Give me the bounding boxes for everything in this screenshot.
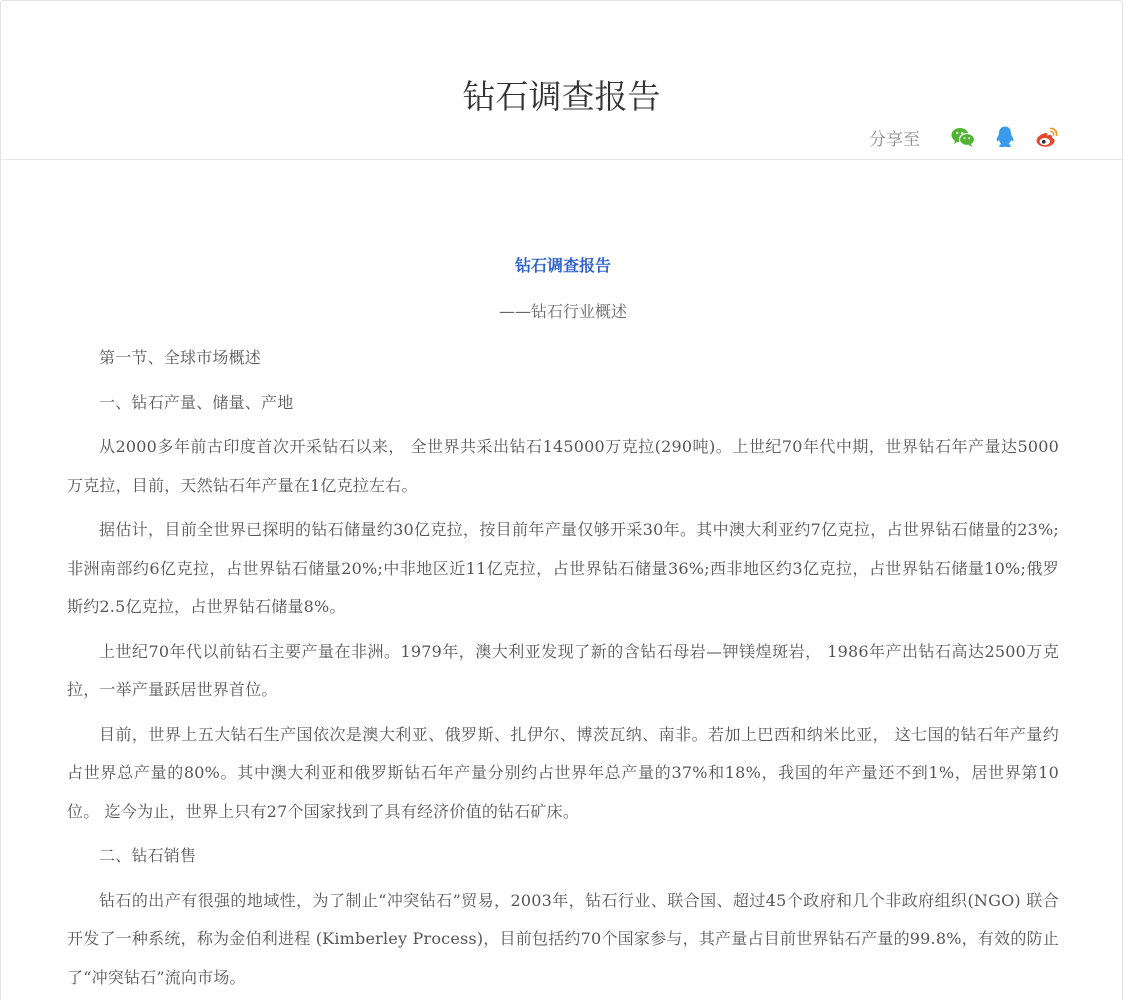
article-subtitle: ——钻石行业概述 [498,302,627,321]
subsection-heading: 二、钻石销售 [99,846,197,865]
paragraph: 目前，世界上五大钻石生产国依次是澳大利亚、俄罗斯、扎伊尔、博茨瓦纳、南非。若加上巴西和纳米比亚， 这七国的钻石年产量约占世界总产量的80%。其中澳大利亚和俄罗斯钻石年产量分别约占世界年总产量的37%和18%，我国的年产量还不到1%，居世界第10位。 迄今为止，世界上只有27个国家找到了具有经济价值的钻石矿床。 [67,724,1059,821]
article-title: 钻石调查报告 [514,256,611,275]
paragraph: 上世纪70年代以前钻石主要产量在非洲。1979年，澳大利亚发现了新的含钻石母岩—钾镁煌斑岩， 1986年产出钻石高达2500万克拉，一举产量跃居世界首位。 [67,641,1059,699]
subsection-heading: 一、钻石产量、储量、产地 [99,392,294,412]
paragraph: 据估计，目前全世界已探明的钻石储量约30亿克拉，按目前年产量仅够开采30年。其中澳大利亚约7亿克拉，占世界钻石储量的23%;非洲南部约6亿克拉，占世界钻石储量20%;中非地区近11亿克拉，占世界钻石储量36%;西非地区约3亿克拉，占世界钻石储量10%;俄罗斯约2.5亿克拉，占世界钻石储量8%。 [67,520,1059,616]
section-heading: 第一节、全球市场概述 [99,348,262,367]
page-title: 钻石调查报告 [462,77,661,117]
wechat-icon[interactable] [950,124,976,150]
article-body [67,247,1059,1003]
page-header [1,1,1122,160]
weibo-icon[interactable] [1034,124,1060,150]
paragraph: 钻石的出产有很强的地域性，为了制止“冲突钻石”贸易，2003年，钻石行业、联合国、超过45个政府和几个非政府组织(NGO) 联合开发了一种系统，称为金伯利进程 (Kimberley Process)，目前包括约70个国家参与，其产量占目前世界钻石产量的99.8%，有效的防止了“冲突钻石”流向市场。 [67,890,1059,987]
share-bar [869,123,1060,151]
paragraph: 从2000多年前古印度首次开采钻石以来， 全世界共采出钻石145000万克拉(290吨)。上世纪70年代中期，世界钻石年产量达5000万克拉，目前，天然钻石年产量在1亿克拉左右。 [67,437,1059,495]
qq-icon[interactable] [992,124,1018,150]
share-label: 分享至 [869,129,920,150]
